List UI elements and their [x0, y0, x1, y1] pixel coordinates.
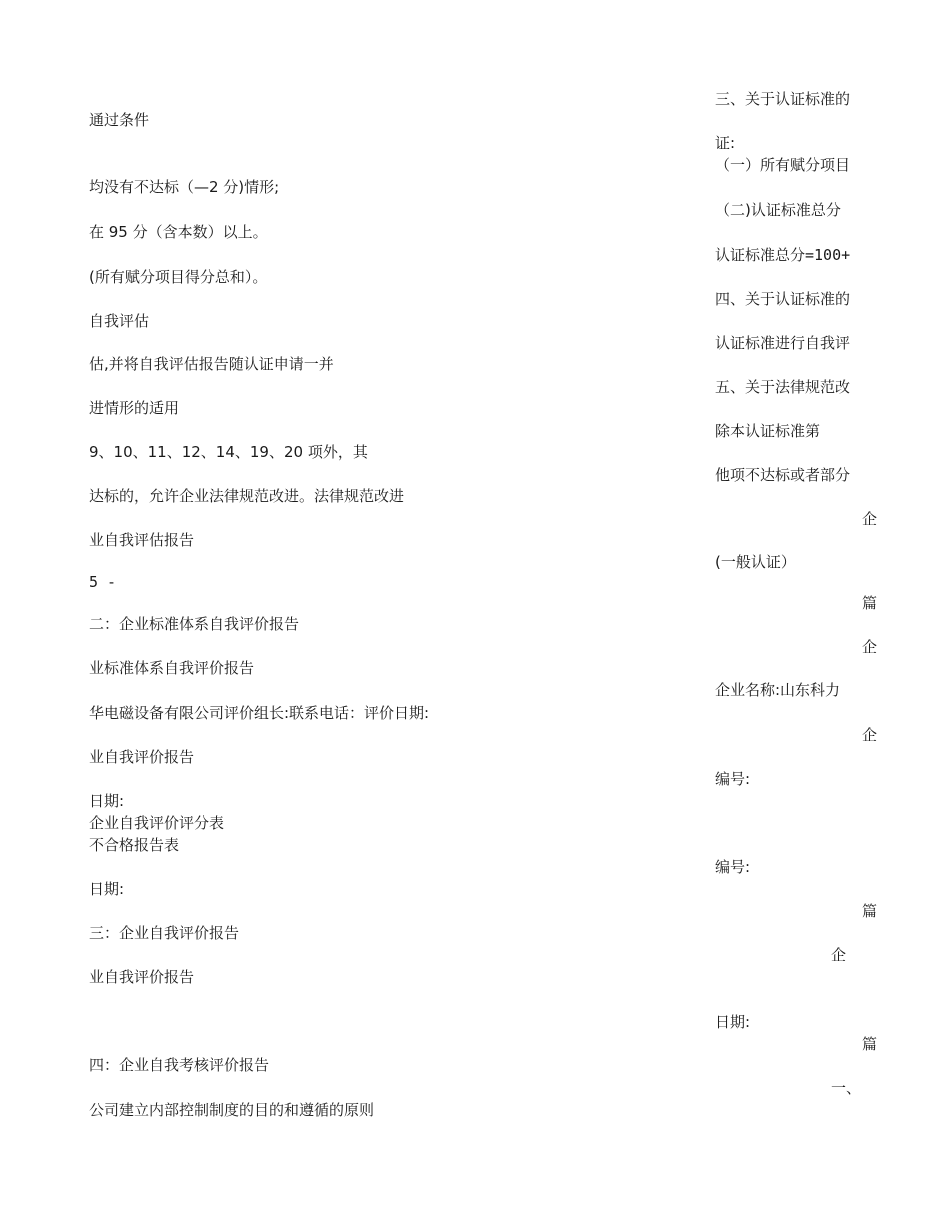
section-heading: 四：企业自我考核评价报告: [89, 1056, 270, 1074]
text-line: 企业自我评价评分表: [89, 814, 225, 832]
text-fragment: 企: [862, 510, 878, 528]
text-line: 达标的，允许企业法律规范改进。法律规范改进: [89, 487, 405, 505]
text-line: （一）所有赋分项目: [715, 156, 851, 174]
text-line: 三、关于认证标准的: [715, 90, 851, 108]
text-line: 日期:: [89, 880, 125, 898]
text-line: 业标准体系自我评价报告: [89, 659, 255, 677]
section-heading: 二：企业标准体系自我评价报告: [89, 615, 300, 633]
text-line: 日期:: [89, 792, 125, 810]
text-line: 认证标准总分=100+: [715, 246, 851, 264]
text-fragment: 篇: [862, 594, 878, 612]
text-line: 均没有不达标（—2 分)情形;: [89, 178, 280, 196]
text-line: (所有赋分项目得分总和）。: [89, 268, 268, 286]
text-fragment: 篇: [862, 1035, 878, 1053]
text-line: 进情形的适用: [89, 399, 180, 417]
text-line: 业自我评价报告: [89, 748, 195, 766]
text-line: 编号:: [715, 858, 751, 876]
page-number: 5 -: [89, 573, 117, 591]
text-line: 自我评估: [89, 312, 150, 330]
text-fragment: 企: [831, 946, 847, 964]
text-line: 在 95 分（含本数）以上。: [89, 223, 268, 241]
text-line: 通过条件: [89, 111, 150, 129]
section-heading: 三：企业自我评价报告: [89, 924, 240, 942]
text-line: 认证标准进行自我评: [715, 334, 851, 352]
text-line: 业自我评价报告: [89, 968, 195, 986]
text-line: 华电磁设备有限公司评价组长:联系电话：评价日期:: [89, 704, 430, 722]
text-fragment: 企: [862, 726, 878, 744]
text-fragment: 企: [862, 638, 878, 656]
text-line: 日期:: [715, 1013, 751, 1031]
text-line: 五、关于法律规范改: [715, 378, 851, 396]
text-line: 9、10、11、12、14、19、20 项外，其: [89, 443, 368, 461]
text-line: (一般认证）: [715, 553, 796, 571]
text-fragment: 一、: [831, 1079, 862, 1097]
text-fragment: 篇: [862, 902, 878, 920]
text-line: 证:: [715, 134, 736, 152]
text-line: 估,并将自我评估报告随认证申请一并: [89, 355, 334, 373]
text-line: 他项不达标或者部分: [715, 466, 851, 484]
text-line: 业自我评估报告: [89, 531, 195, 549]
text-line: 企业名称:山东科力: [715, 681, 841, 699]
text-line: 不合格报告表: [89, 836, 180, 854]
text-line: （二)认证标准总分: [715, 201, 841, 219]
text-line: 公司建立内部控制制度的目的和遵循的原则: [89, 1101, 375, 1119]
text-line: 四、关于认证标准的: [715, 290, 851, 308]
text-line: 除本认证标准第: [715, 422, 821, 440]
text-line: 编号:: [715, 770, 751, 788]
